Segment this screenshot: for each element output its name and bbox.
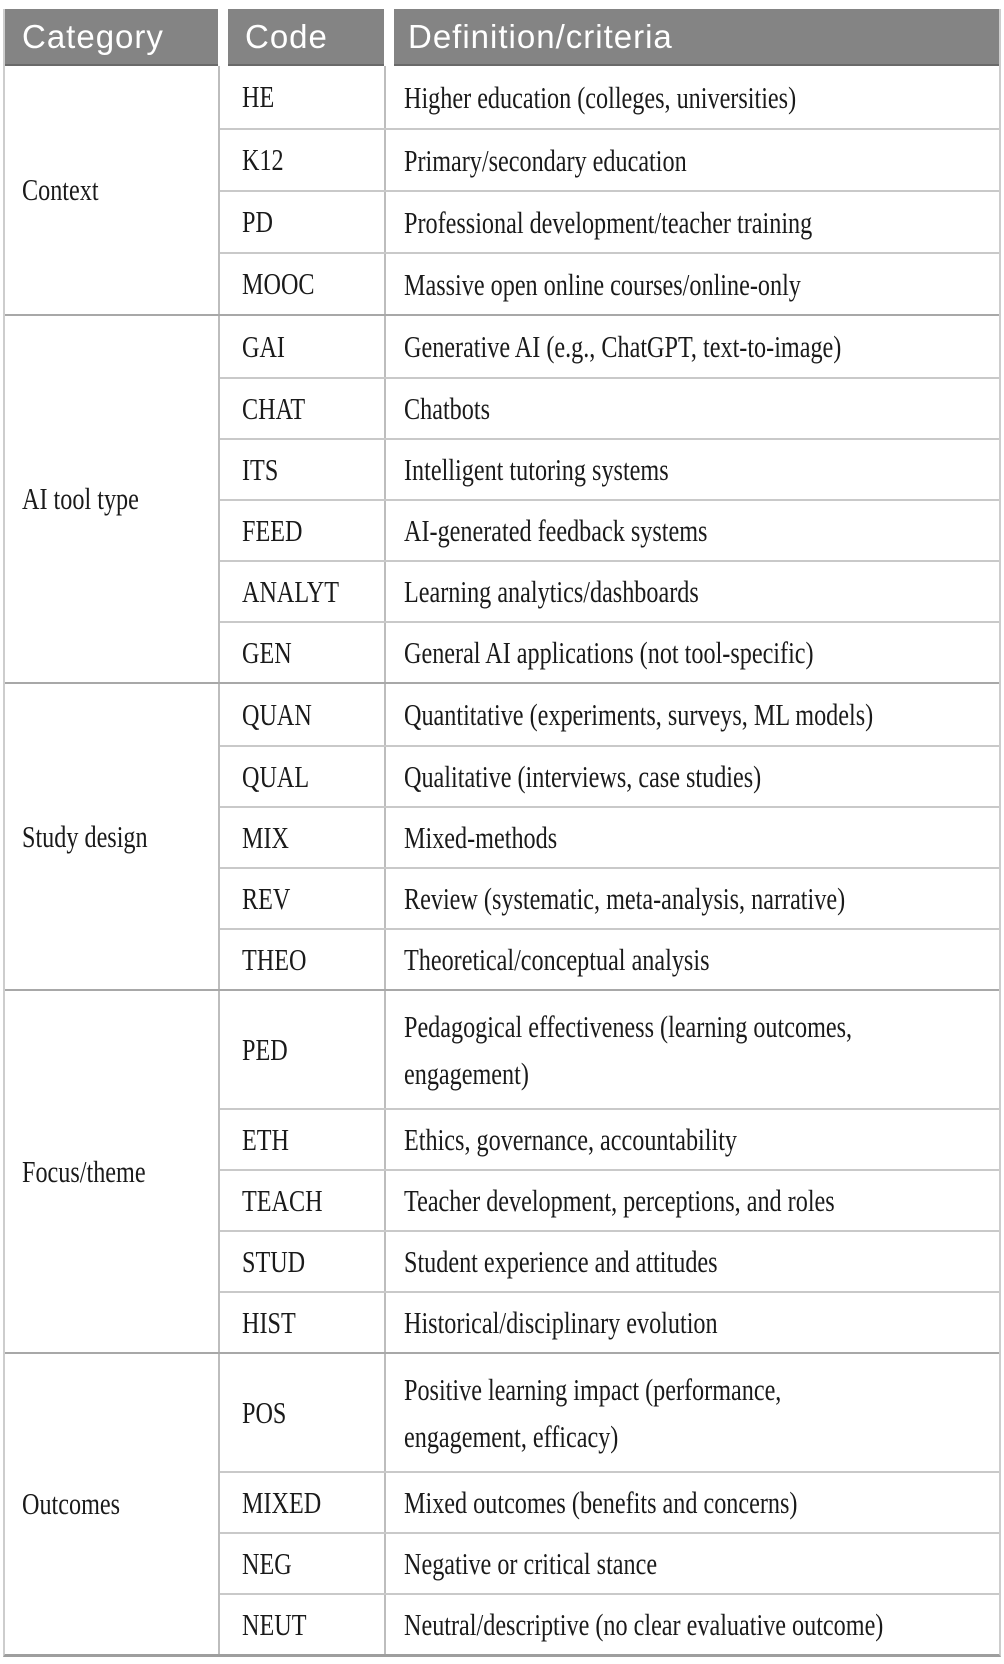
definition-text: Chatbots <box>404 391 490 426</box>
table-row <box>220 66 999 128</box>
coding-scheme-table <box>3 9 1001 1657</box>
definition-cell <box>386 254 999 314</box>
code-cell <box>220 192 386 252</box>
definition-cell <box>386 1473 999 1532</box>
category-cell <box>5 66 220 314</box>
code-cell <box>220 869 386 928</box>
section-rows <box>220 66 999 314</box>
code-cell <box>220 1110 386 1169</box>
table-row <box>220 190 999 252</box>
definition-text: Qualitative (interviews, case studies) <box>404 759 762 794</box>
definition-text: Higher education (colleges, universities) <box>404 79 797 115</box>
definition-text: Mixed outcomes (benefits and concerns) <box>404 1485 798 1520</box>
code-label: ANALYT <box>242 573 339 609</box>
definition-cell <box>386 66 999 128</box>
table-body <box>5 66 999 1654</box>
code-cell <box>220 501 386 560</box>
code-label: POS <box>242 1394 287 1430</box>
code-label: PED <box>242 1031 288 1067</box>
code-label: STUD <box>242 1243 306 1279</box>
definition-text: engagement, efficacy) <box>404 1418 619 1454</box>
code-label: FEED <box>242 512 303 548</box>
definition-text: General AI applications (not tool-specific) <box>404 635 814 670</box>
definition-cell <box>386 1171 999 1230</box>
code-cell <box>220 1171 386 1230</box>
definition-text: Quantitative (experiments, surveys, ML models) <box>404 697 874 732</box>
definition-text: engagement) <box>404 1055 529 1091</box>
table-row <box>220 806 999 867</box>
definition-cell <box>386 1293 999 1352</box>
code-cell <box>220 930 386 989</box>
header-definition: Definition/criteria <box>394 9 999 66</box>
definition-text: Teacher development, perceptions, and roles <box>404 1183 835 1218</box>
table-row <box>220 499 999 560</box>
definition-text: Pedagogical effectiveness (learning outcomes, <box>404 1008 853 1044</box>
category-cell <box>5 316 220 682</box>
definition-cell <box>386 1534 999 1593</box>
code-cell <box>220 1354 386 1471</box>
definition-cell <box>386 562 999 621</box>
definition-cell <box>386 1232 999 1291</box>
category-section <box>5 989 999 1352</box>
code-cell <box>220 130 386 190</box>
definition-cell <box>386 1110 999 1169</box>
section-rows <box>220 991 999 1352</box>
code-label: HE <box>242 79 275 114</box>
section-rows <box>220 316 999 682</box>
code-label: TEACH <box>242 1182 323 1218</box>
definition-cell <box>386 869 999 928</box>
table-row <box>220 560 999 621</box>
section-rows <box>220 684 999 989</box>
definition-text: Ethics, governance, accountability <box>404 1122 738 1157</box>
header-category: Category <box>5 9 218 66</box>
definition-text: Student experience and attitudes <box>404 1244 718 1279</box>
code-label: QUAL <box>242 758 310 794</box>
table-row <box>220 745 999 806</box>
code-cell <box>220 1232 386 1291</box>
definition-text: Primary/secondary education <box>404 142 687 178</box>
definition-cell <box>386 930 999 989</box>
table-row <box>220 1230 999 1291</box>
category-label: Outcomes <box>22 1486 121 1521</box>
code-cell <box>220 1595 386 1654</box>
table-row <box>220 1593 999 1654</box>
definition-cell <box>386 316 999 377</box>
code-cell <box>220 66 386 128</box>
definition-text: Generative AI (e.g., ChatGPT, text-to-image) <box>404 329 842 364</box>
code-cell <box>220 747 386 806</box>
definition-cell <box>386 1354 999 1471</box>
header-code: Code <box>228 9 384 66</box>
code-label: GAI <box>242 328 285 364</box>
definition-cell <box>386 440 999 499</box>
code-cell <box>220 623 386 682</box>
code-cell <box>220 991 386 1108</box>
definition-cell <box>386 501 999 560</box>
definition-text: AI-generated feedback systems <box>404 513 708 548</box>
definition-text: Historical/disciplinary evolution <box>404 1305 718 1340</box>
code-label: QUAN <box>242 696 312 732</box>
code-label: CHAT <box>242 390 306 426</box>
definition-text: Mixed-methods <box>404 820 558 855</box>
code-cell <box>220 808 386 867</box>
definition-text: Negative or critical stance <box>404 1546 658 1581</box>
table-row <box>220 252 999 314</box>
code-cell <box>220 316 386 377</box>
definition-text: Theoretical/conceptual analysis <box>404 942 710 977</box>
table-row <box>220 991 999 1108</box>
category-section <box>5 682 999 989</box>
table-row <box>220 1291 999 1352</box>
code-label: ETH <box>242 1121 290 1157</box>
definition-text: Review (systematic, meta-analysis, narrative) <box>404 881 846 916</box>
code-label: ITS <box>242 451 279 487</box>
table-header-row <box>5 9 999 66</box>
code-label: MIXED <box>242 1484 322 1520</box>
section-rows <box>220 1354 999 1654</box>
definition-cell <box>386 379 999 438</box>
code-cell <box>220 440 386 499</box>
code-cell <box>220 684 386 745</box>
table-row <box>220 438 999 499</box>
table-row <box>220 1108 999 1169</box>
table-row <box>220 928 999 989</box>
definition-cell <box>386 747 999 806</box>
definition-cell <box>386 192 999 252</box>
table-row <box>220 1354 999 1471</box>
code-label: REV <box>242 880 291 916</box>
category-section <box>5 314 999 682</box>
category-cell <box>5 991 220 1352</box>
code-label: K12 <box>242 142 284 177</box>
category-label: Study design <box>22 818 148 854</box>
table-row <box>220 128 999 190</box>
definition-text: Massive open online courses/online-only <box>404 266 801 302</box>
category-cell <box>5 684 220 989</box>
table-row <box>220 1532 999 1593</box>
code-cell <box>220 1293 386 1352</box>
table-row <box>220 1169 999 1230</box>
category-cell <box>5 1354 220 1654</box>
table-row <box>220 621 999 682</box>
definition-cell <box>386 130 999 190</box>
table-row <box>220 377 999 438</box>
table-row <box>220 867 999 928</box>
definition-cell <box>386 1595 999 1654</box>
code-label: GEN <box>242 634 292 670</box>
code-cell <box>220 1473 386 1532</box>
definition-cell <box>386 684 999 745</box>
definition-text: Intelligent tutoring systems <box>404 452 669 487</box>
table-row <box>220 684 999 745</box>
category-section <box>5 1352 999 1654</box>
table-row <box>220 316 999 377</box>
code-label: NEUT <box>242 1606 307 1642</box>
code-cell <box>220 562 386 621</box>
table-row <box>220 1471 999 1532</box>
code-cell <box>220 379 386 438</box>
code-label: NEG <box>242 1545 292 1581</box>
header-gap <box>218 9 228 66</box>
definition-text: Professional development/teacher training <box>404 204 813 240</box>
code-label: PD <box>242 204 273 239</box>
category-label: Focus/theme <box>22 1153 146 1189</box>
definition-cell <box>386 808 999 867</box>
definition-text: Positive learning impact (performance, <box>404 1371 782 1407</box>
category-label: Context <box>22 172 99 207</box>
category-section <box>5 66 999 314</box>
code-label: THEO <box>242 941 307 977</box>
category-label: AI tool type <box>22 481 139 516</box>
definition-cell <box>386 623 999 682</box>
definition-text: Learning analytics/dashboards <box>404 574 699 609</box>
code-cell <box>220 254 386 314</box>
header-gap <box>384 9 394 66</box>
code-cell <box>220 1534 386 1593</box>
definition-cell <box>386 991 999 1108</box>
code-label: MIX <box>242 819 290 855</box>
definition-text: Neutral/descriptive (no clear evaluative outcome) <box>404 1607 884 1642</box>
code-label: MOOC <box>242 266 315 301</box>
code-label: HIST <box>242 1304 296 1340</box>
